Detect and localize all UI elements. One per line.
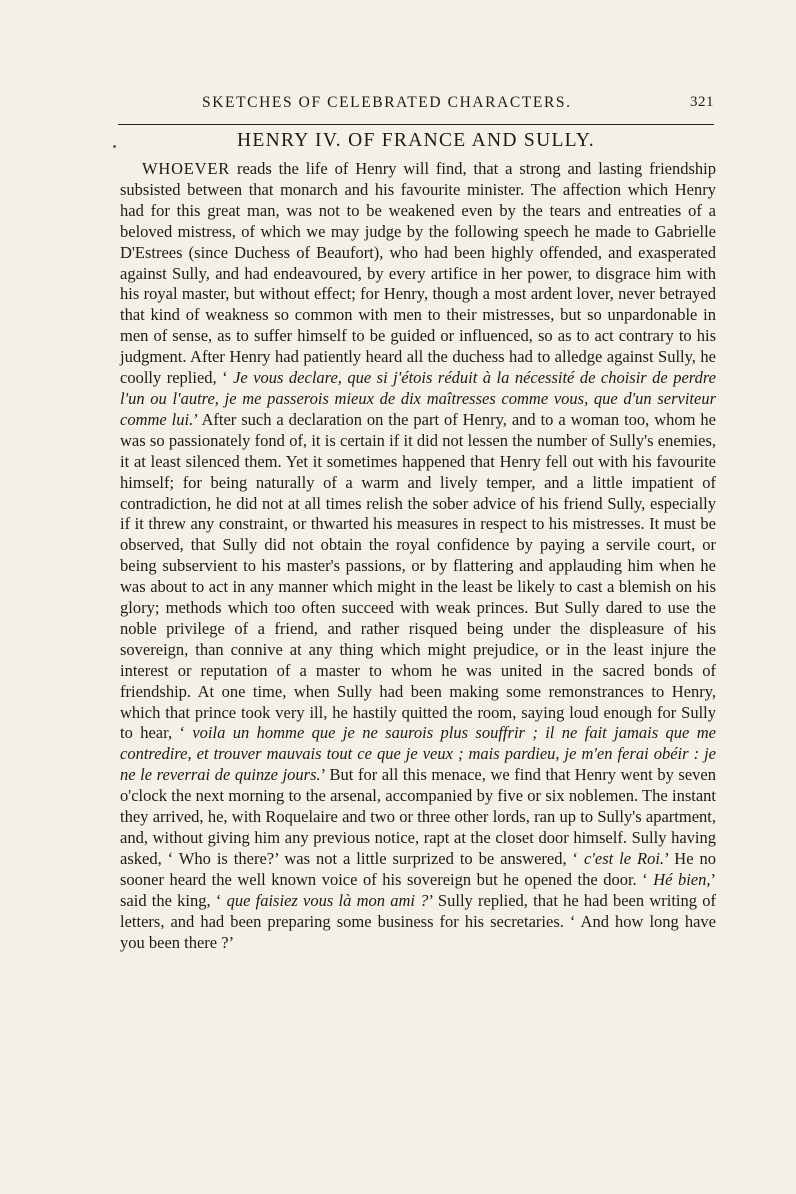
italic-quote: voila un homme que je ne saurois plus souffrir ; il ne fait jamais que me contredire, et trouver mauvais tout ce que je veux ; mais pardieu, je m'en ferai obéir : je ne le reverrai de quinze jours. bbox=[120, 723, 716, 785]
page-number: 321 bbox=[690, 94, 714, 110]
text-run: ’ After such a declaration on the part of Henry, and to a woman too, whom he was so passionately fond of, it is certain if it did not lessen the number of Sully's enemies, it at least silenced them. Yet it sometimes happened that Henry fell out with his favourite himself; for being naturally of a warm and lively temper, and a little impatient of contradiction, he did not at all times relish the sober advice of his friend Sully, especially if it threw any constraint, or thwarted his measures in respect to his mistresses. It must be observed, that Sully did not obtain the royal confidence by paying a servile court, or being subservient to his master's passions, or by flattering and applauding him when he was about to act in any manner which might in the least be likely to cast a blemish on his glory; methods which too often succeed with weak princes. But Sully dared to use the noble privilege of a friend, and rather risqued being under the displeasure of his sovereign, than connive at any thing which might prejudice, or in the least injure the interest or reputation of a master to whom he was united in the sacred bonds of friendship. At one time, when Sully had been making some remonstrances to Henry, which that prince took very ill, he hastily quitted the room, saying loud enough for Sully to hear, ‘ bbox=[120, 409, 716, 743]
ink-speck bbox=[113, 145, 116, 148]
italic-quote: Je vous declare, que si j'étois réduit à la nécessité de choisir de perdre l'un ou l'autre, je me passerois mieux de dix maîtresses comme vous, que d'un serviteur comme lui. bbox=[120, 368, 716, 429]
article-title: HENRY IV. OF FRANCE AND SULLY. bbox=[237, 130, 595, 151]
italic-quote: c'est le Roi. bbox=[584, 848, 665, 868]
running-title: SKETCHES OF CELEBRATED CHARACTERS. bbox=[202, 94, 572, 111]
body-paragraph bbox=[120, 159, 716, 953]
italic-quote: Hé bien, bbox=[653, 869, 711, 889]
paragraph-text bbox=[120, 159, 716, 952]
article-body bbox=[120, 159, 716, 953]
text-run: ’ said the king, ‘ bbox=[120, 869, 716, 910]
text-run: ’ He no sooner heard the well known voice of his sovereign but he opened the door. ‘ bbox=[120, 848, 716, 889]
text-run: ’ But for all this menace, we find that Henry went by seven o'clock the next morning to the arsenal, accompanied by five or six noblemen. The instant they arrived, he, with Roquelaire and two or three other lords, ran up to Sully's apartment, and, without giving him any previous notice, rapt at the closet door himself. Sully having asked, ‘ Who is there?’ was not a little surprized to be answered, ‘ bbox=[120, 765, 716, 868]
lead-word: WHOEVER bbox=[142, 159, 231, 178]
running-head bbox=[118, 94, 714, 118]
header-rule bbox=[118, 124, 714, 125]
text-run: ’ Sully replied, that he had been writing of letters, and had been preparing some business for his secretaries. ‘ And how long have you been there ?’ bbox=[120, 890, 716, 952]
italic-quote: que faisiez vous là mon ami ? bbox=[226, 890, 429, 910]
text-run: reads the life of Henry will find, that a strong and lasting friendship subsisted between that monarch and his favourite minister. The affection which Henry had for this great man, was not to be weakened even by the tears and entreaties of a beloved mistress, of which we may judge by the following speech he made to Gabrielle D'Estrees (since Duchess of Beaufort), who had been highly offended, and exasperated against Sully, and had endeavoured, by every artifice in her power, to disgrace him with his royal master, but without effect; for Henry, though a most ardent lover, never betrayed that kind of weakness so common with men to their mistresses, but so unpardonable in men of sense, as to suffer himself to be guided or influenced, so as to act contrary to his judgment. After Henry had patiently heard all the duchess had to alledge against Sully, he coolly replied, ‘ bbox=[120, 159, 716, 388]
